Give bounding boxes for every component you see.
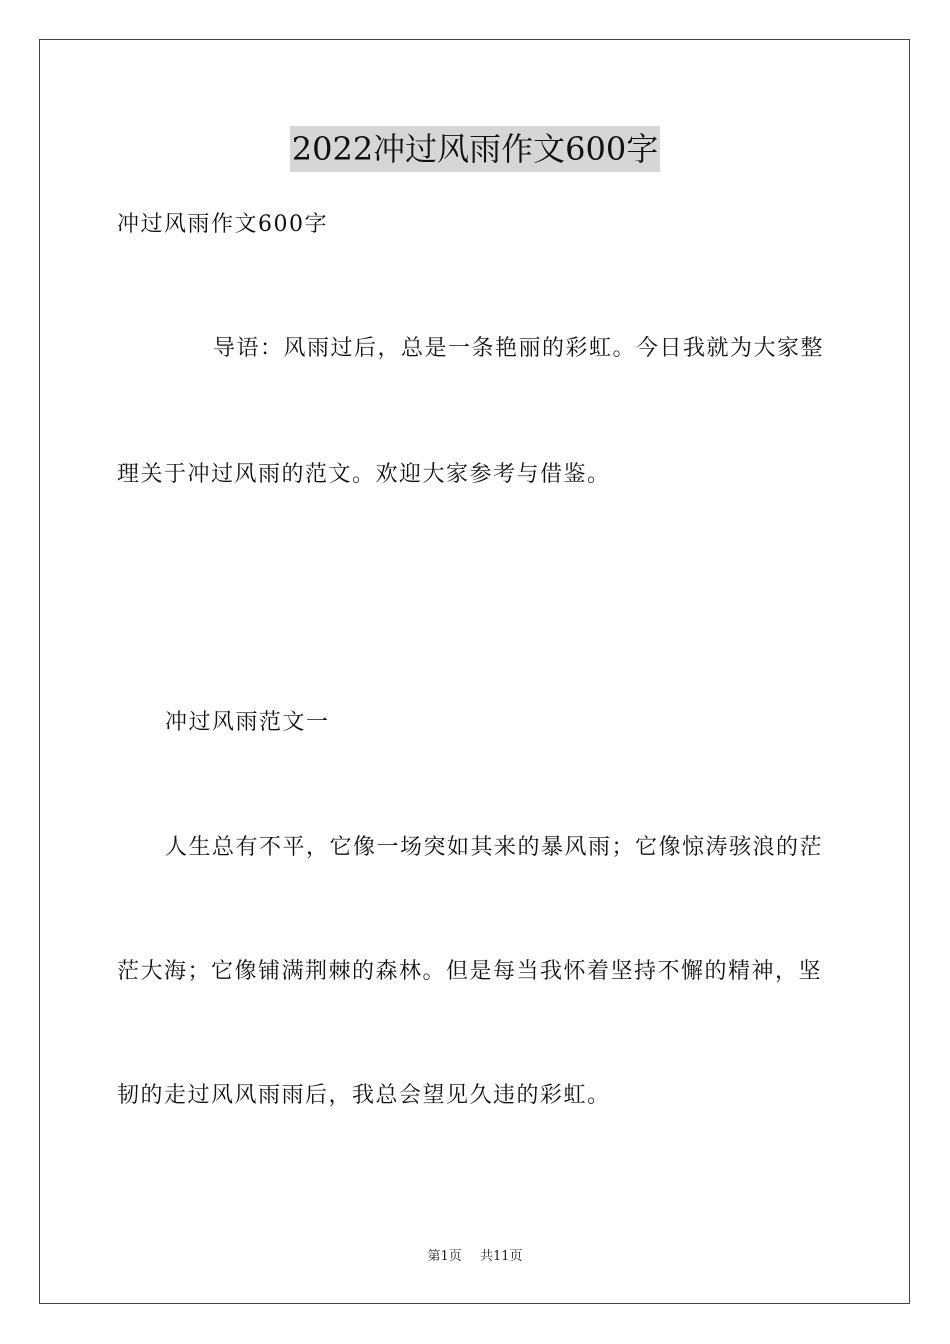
intro-line-2: 理关于冲过风雨的范文。欢迎大家参考与借鉴。	[117, 462, 611, 487]
title-container	[0, 126, 950, 172]
intro-line-1: 导语：风雨过后，总是一条艳丽的彩虹。今日我就为大家整	[213, 336, 825, 361]
paragraph-line-1: 人生总有不平，它像一场突如其来的暴风雨；它像惊涛骇浪的茫	[165, 835, 824, 860]
page-footer	[0, 1248, 950, 1266]
page-number: 第1页	[427, 1249, 462, 1264]
paragraph-line-3: 韧的走过风风雨雨后，我总会望见久违的彩虹。	[117, 1083, 611, 1108]
section-heading: 冲过风雨范文一	[165, 710, 330, 735]
paragraph-line-2: 茫大海；它像铺满荆棘的森林。但是每当我怀着坚持不懈的精神，坚	[117, 959, 823, 984]
document-title: 2022冲过风雨作文600字	[290, 126, 661, 172]
total-pages: 共11页	[479, 1249, 523, 1264]
document-subtitle: 冲过风雨作文600字	[117, 212, 328, 237]
